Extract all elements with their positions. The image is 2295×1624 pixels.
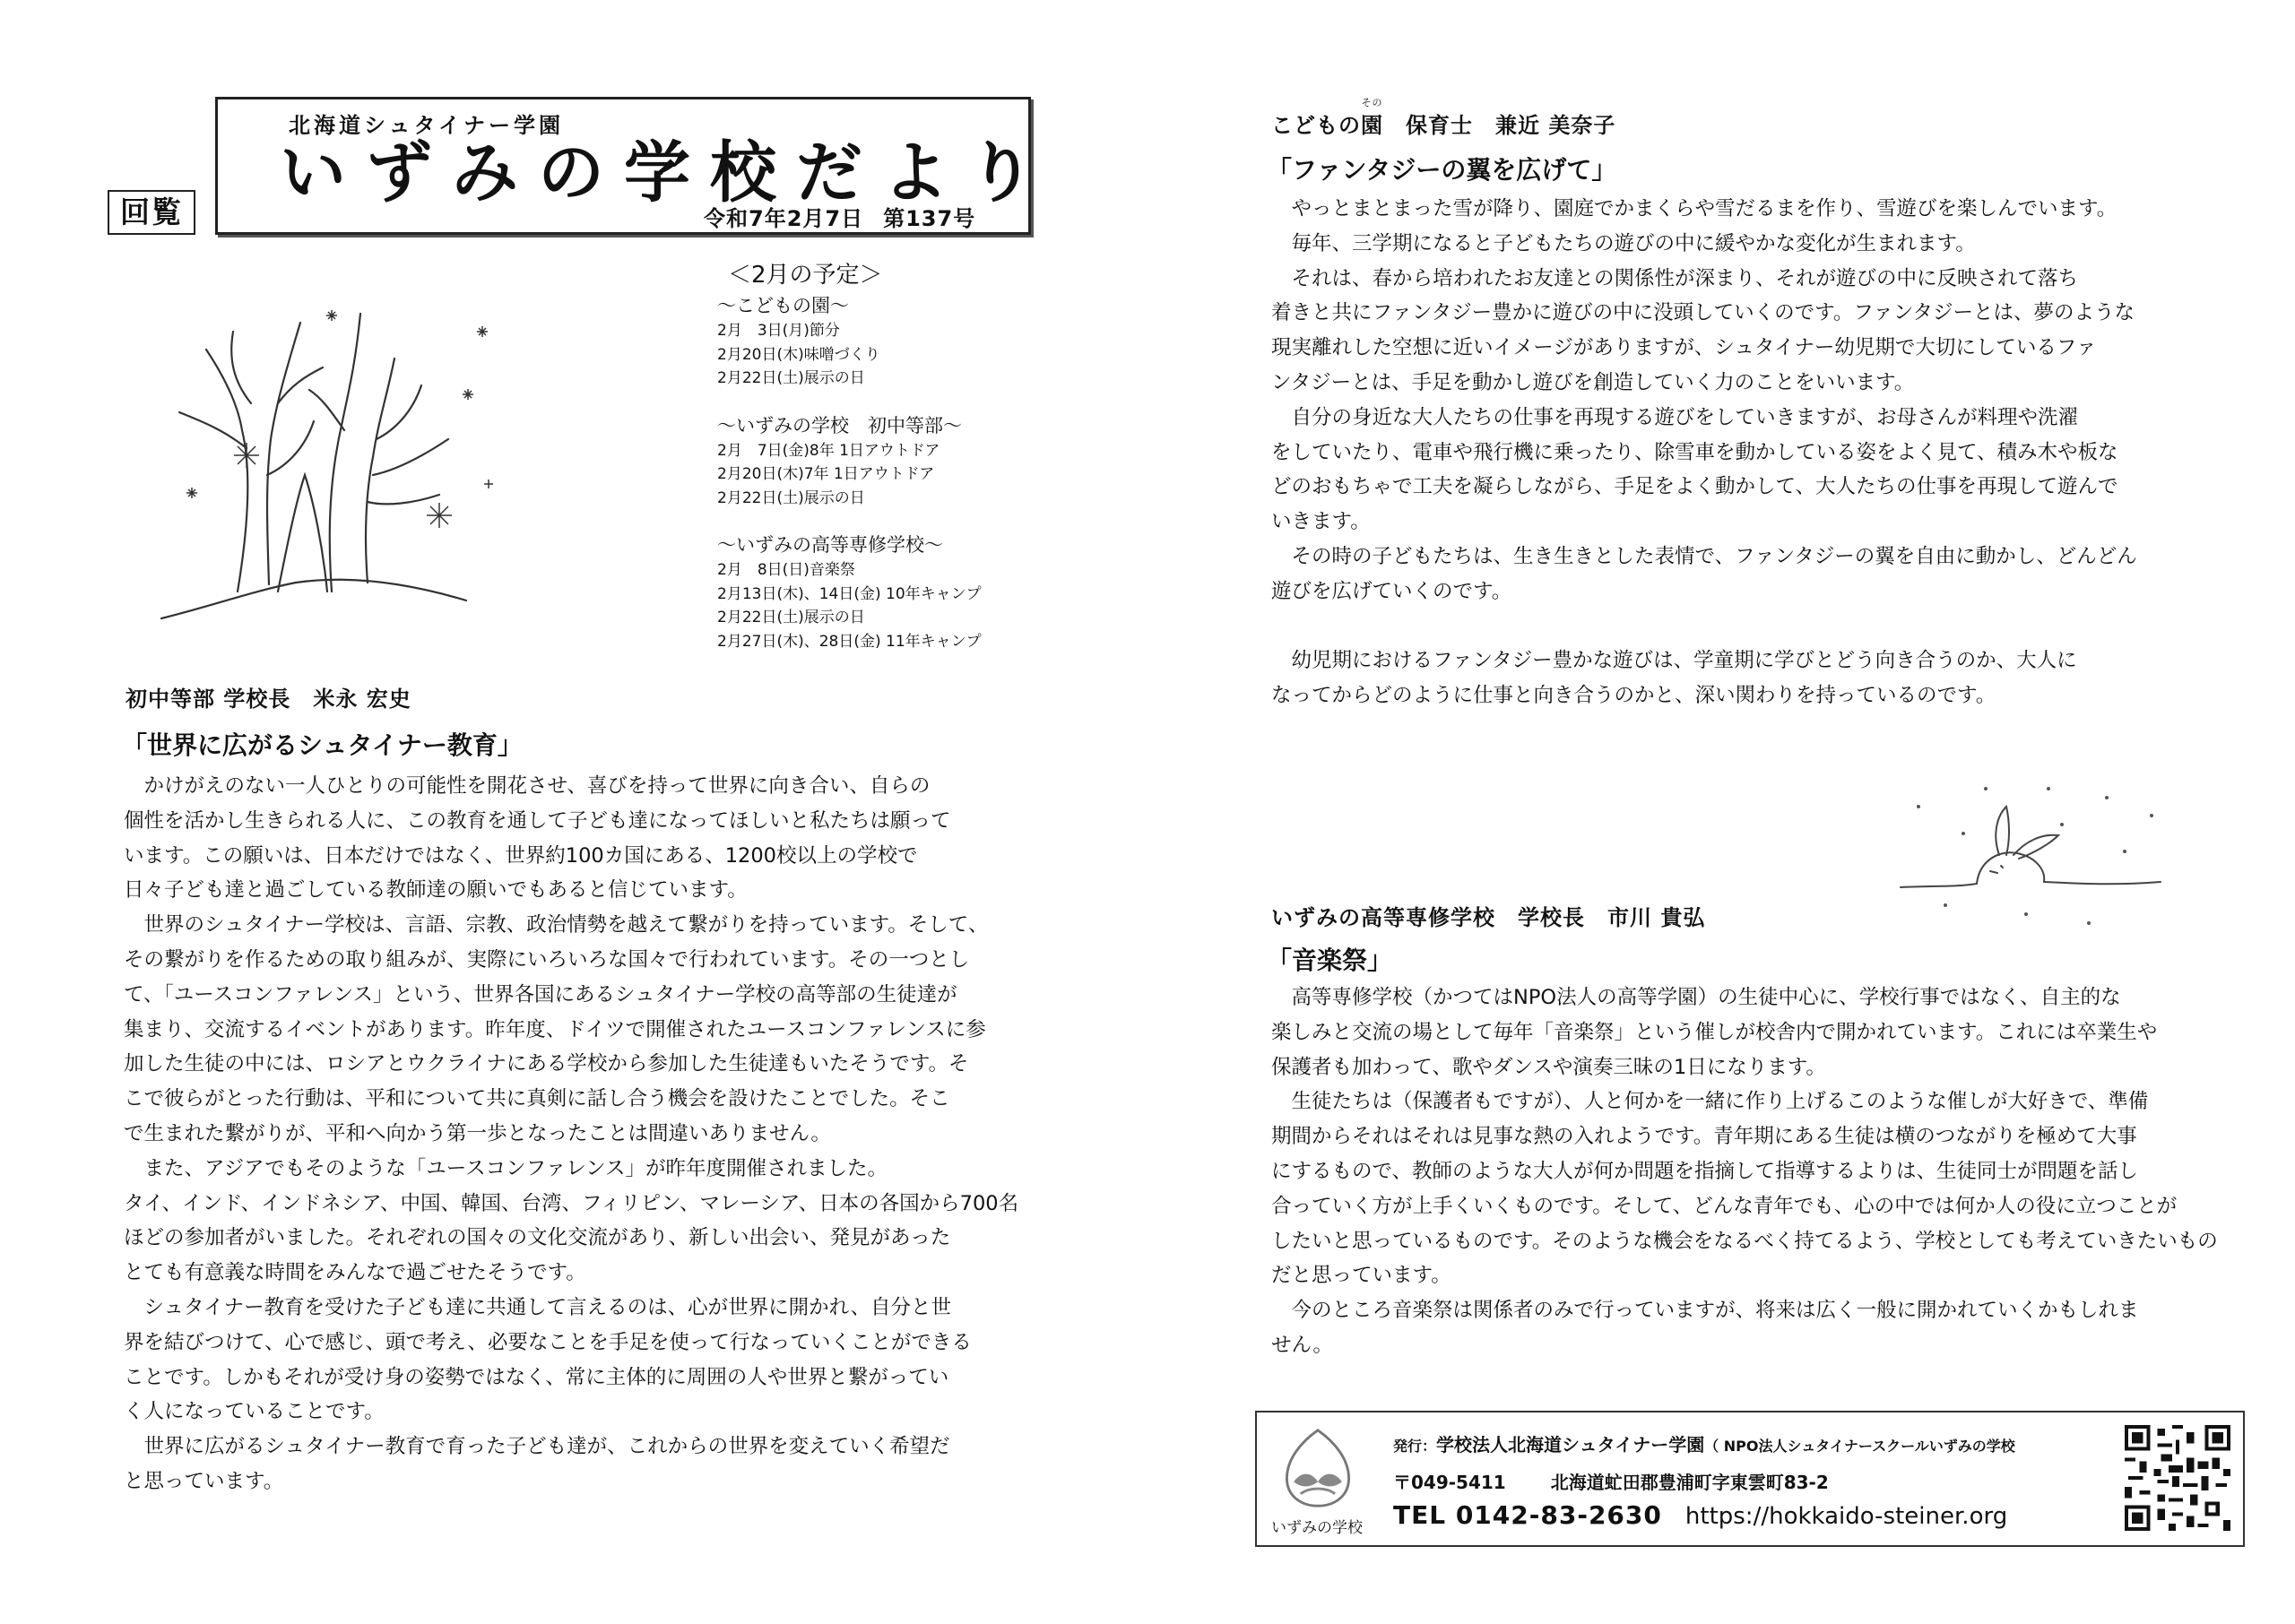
body-line: 合っていく方が上手くいくものです。そして、どんな青年でも、心の中では何か人の役に立つことが — [1271, 1194, 2178, 1218]
body-line: タイ、インド、インドネシア、中国、韓国、台湾、フィリピン、マレーシア、日本の各国から700名 — [124, 1191, 1019, 1215]
body-line: 遊びを広げていくのです。 — [1271, 579, 1512, 603]
body-line: 保護者も加わって、歌やダンスや演奏三昧の1日になります。 — [1271, 1055, 1826, 1079]
high-article-body — [1271, 980, 2218, 1363]
circulation-stamp: 回覧 — [108, 190, 195, 235]
body-line: いきます。 — [1271, 510, 1371, 534]
address: 北海道虻田郡豊浦町字東雲町83-2 — [1550, 1472, 1829, 1493]
address-line — [1393, 1468, 1829, 1494]
body-line: かけがえのない一人ひとりの可能性を開花させ、喜びを持って世界に向き合い、自らの — [124, 774, 931, 798]
body-line: ンタジーとは、手足を動かし遊びを創造していく力のことをいいます。 — [1271, 370, 1915, 394]
left-article-title: 「世界に広がるシュタイナー教育」 — [122, 730, 523, 760]
phone-number: TEL 0142-83-2630 — [1393, 1500, 1662, 1530]
kids-article-author — [1271, 97, 1616, 139]
publisher-label: 発行： — [1393, 1438, 1437, 1455]
body-line: それは、春から培われたお友達との関係性が深まり、それが遊びの中に反映されて落ち — [1271, 266, 2079, 290]
postal-code: 〒049-5411 — [1393, 1472, 1506, 1493]
schedule-item: 2月27日(木)、28日(金) 11年キャンプ — [717, 632, 982, 651]
contact-line — [1393, 1500, 2007, 1530]
body-line: をしていたり、電車や飛行機に乗ったり、除雪車を動かしている姿をよく見て、積み木や板な — [1271, 440, 2118, 464]
publisher-footer — [1255, 1411, 2245, 1547]
body-line: 高等専修学校（かつてはNPO法人の高等学園）の生徒中心に、学校行事ではなく、自主的な — [1271, 986, 2121, 1009]
left-article-author: 初中等部 学校長 米永 宏史 — [126, 687, 411, 712]
schedule-item: 2月20日(木)味噌づくり — [717, 345, 880, 364]
body-line: したいと思っているものです。そのような機会をなるべく持てるよう、学校としても考えていきたいもの — [1271, 1229, 2218, 1253]
body-line: 期間からそれはそれは見事な熱の入れようです。青年期にある生徒は横のつながりを極めて大事 — [1271, 1125, 2137, 1149]
february-schedule — [717, 258, 1094, 653]
school-name: 北海道シュタイナー学園 — [289, 113, 565, 138]
schedule-item: 2月 3日(月)節分 — [717, 322, 840, 340]
issue-number: 第137号 — [883, 206, 976, 231]
body-line: 界を結びつけて、心で感じ、頭で考え、必要なことを手足を使って行なっていくことができる — [124, 1330, 972, 1354]
body-line: で生まれた繋がりが、平和へ向かう第一歩となったことは間違いありません。 — [124, 1121, 831, 1145]
body-line: シュタイナー教育を受けた子ども達に共通して言えるのは、心が世界に開かれ、自分と世 — [124, 1295, 951, 1319]
schedule-item: 2月22日(土)展示の日 — [717, 609, 865, 626]
body-line: 生徒たちは（保護者もですが）、人と何かを一緒に作り上げるこのような催しが大好きで、準備 — [1271, 1090, 2149, 1114]
body-line: 日々子ども達と過ごしている教師達の願いでもあると信じています。 — [124, 878, 748, 903]
school-logo — [1273, 1425, 1363, 1511]
body-line: 幼児期におけるファンタジー豊かな遊びは、学童期に学びとどう向き合うのか、大人に — [1271, 649, 2077, 673]
schedule-item: 2月20日(木)7年 1日アウトドア — [717, 465, 935, 483]
body-line: 自分の身近な大人たちの仕事を再現する遊びをしていきますが、お母さんが料理や洗濯 — [1271, 405, 2079, 429]
schedule-group-title: 〜いずみの高等専修学校〜 — [717, 534, 943, 556]
body-line: 世界のシュタイナー学校は、言語、宗教、政治情勢を越えて繋がりを持っています。そして、 — [124, 913, 989, 937]
body-line: こで彼らがとった行動は、平和について共に真剣に話し合う機会を設けたことでした。そこ — [124, 1087, 950, 1111]
body-line: 個性を活かし生きられる人に、この教育を通して子ども達になってほしいと私たちは願って — [124, 808, 951, 833]
logo-caption: いずみの学校 — [1271, 1519, 1363, 1537]
left-article-body — [124, 769, 1018, 1499]
high-article-title: 「音楽祭」 — [1267, 946, 1393, 975]
kids-article-title: 「ファンタジーの翼を広げて」 — [1267, 155, 1617, 185]
schedule-heading: ＜2月の予定＞ — [728, 262, 883, 289]
newsletter-title: いずみの学校だより — [280, 134, 1054, 212]
body-line: にするもので、教師のような大人が何か問題を指摘して指導するよりは、生徒同士が問題を話し — [1271, 1159, 2139, 1183]
schedule-group-title: 〜こどもの園〜 — [717, 295, 849, 316]
schedule-item: 2月 8日(日)音楽祭 — [717, 561, 855, 579]
snow-rabbit-illustration — [1892, 771, 2187, 950]
body-line: ことです。しかもそれが受け身の姿勢ではなく、常に主体的に周囲の人や世界と繋がってい — [124, 1365, 949, 1389]
body-line: 集まり、交流するイベントがあります。昨年度、ドイツで開催されたユースコンファレンスに参 — [124, 1017, 986, 1041]
publisher-note: （ NPO法人シュタイナースクールいずみの学校 — [1704, 1438, 2015, 1455]
body-line: います。この願いは、日本だけではなく、世界約100カ国にある、1200校以上の学校で — [124, 843, 918, 868]
body-line: なってからどのように仕事と向き合うのかと、深い関わりを持っているのです。 — [1271, 684, 1996, 708]
author-kanji: 園 — [1361, 113, 1383, 138]
body-line: 加した生徒の中には、ロシアとウクライナにある学校から参加した生徒達もいたそうです。そ — [124, 1052, 969, 1076]
body-line: と思っています。 — [124, 1469, 284, 1493]
body-line: やっとまとまった雪が降り、園庭でかまくらや雪だるまを作り、雪遊びを楽しんでいます。 — [1271, 197, 2117, 220]
schedule-item: 2月22日(土)展示の日 — [717, 369, 865, 387]
body-line: 世界に広がるシュタイナー教育で育った子ども達が、これからの世界を変えていく希望だ — [124, 1435, 950, 1459]
website-url[interactable]: https://hokkaido-steiner.org — [1684, 1503, 2008, 1530]
body-line: だと思っています。 — [1271, 1264, 1451, 1288]
body-line: 着きと共にファンタジー豊かに遊びの中に没頭していくのです。ファンタジーとは、夢のような — [1271, 301, 2135, 325]
winter-tree-illustration — [152, 296, 529, 627]
body-line: ほどの参加者がいました。それぞれの国々の文化交流があり、新しい出会い、発見があった — [124, 1226, 951, 1250]
publisher-name: 学校法人北海道シュタイナー学園 — [1436, 1434, 1705, 1456]
kids-article-body — [1271, 192, 2137, 713]
body-line: 今のところ音楽祭は関係者のみで行っていますが、将来は広く一般に開かれていくかもしれま — [1271, 1299, 2139, 1323]
qr-code[interactable] — [2125, 1425, 2230, 1531]
body-line: せん。 — [1271, 1333, 1333, 1357]
body-line: 現実離れした空想に近いイメージがありますが、シュタイナー幼児期で大切にしているファ — [1271, 336, 2097, 360]
body-line: 毎年、三学期になると子どもたちの遊びの中に緩やかな変化が生まれます。 — [1271, 231, 1976, 255]
author-prefix: こどもの — [1271, 113, 1361, 138]
high-article-author: いずみの高等専修学校 学校長 市川 貴弘 — [1271, 905, 1706, 930]
schedule-item: 2月13日(木)、14日(金) 10年キャンプ — [717, 584, 982, 603]
author-name: 保育士 兼近 美奈子 — [1383, 113, 1616, 138]
issue-date-line — [704, 201, 975, 232]
schedule-item: 2月 7日(金)8年 1日アウトドア — [717, 441, 940, 460]
body-line: て、「ユースコンファレンス」という、世界各国にあるシュタイナー学校の高等部の生徒達が — [124, 982, 957, 1006]
body-line: 楽しみと交流の場として毎年「音楽祭」という催しが校舎内で開かれています。これには卒業生や — [1271, 1020, 2158, 1044]
body-line: とても有意義な時間をみんなで過ごせたそうです。 — [124, 1261, 586, 1285]
ruby-reading: その — [1361, 97, 1383, 108]
issue-date: 令和7年2月7日 — [704, 206, 864, 231]
body-line: く人になっていることです。 — [124, 1400, 385, 1424]
body-line: その時の子どもたちは、生き生きとした表情で、ファンタジーの翼を自由に動かし、どんどん — [1271, 544, 2137, 568]
schedule-item: 2月22日(土)展示の日 — [717, 488, 865, 507]
body-line — [1271, 609, 2137, 644]
schedule-group-title: 〜いずみの学校 初中等部〜 — [717, 414, 962, 436]
body-line: また、アジアでもそのような「ユースコンファレンス」が昨年度開催されました。 — [124, 1156, 888, 1180]
publisher-line — [1393, 1430, 2015, 1456]
body-line: その繋がりを作るための取り組みが、実際にいろいろな国々で行われています。その一つとし — [124, 947, 970, 972]
body-line: どのおもちゃで工夫を凝らしながら、手足をよく動かして、大人たちの仕事を再現して遊んで — [1271, 475, 2118, 499]
